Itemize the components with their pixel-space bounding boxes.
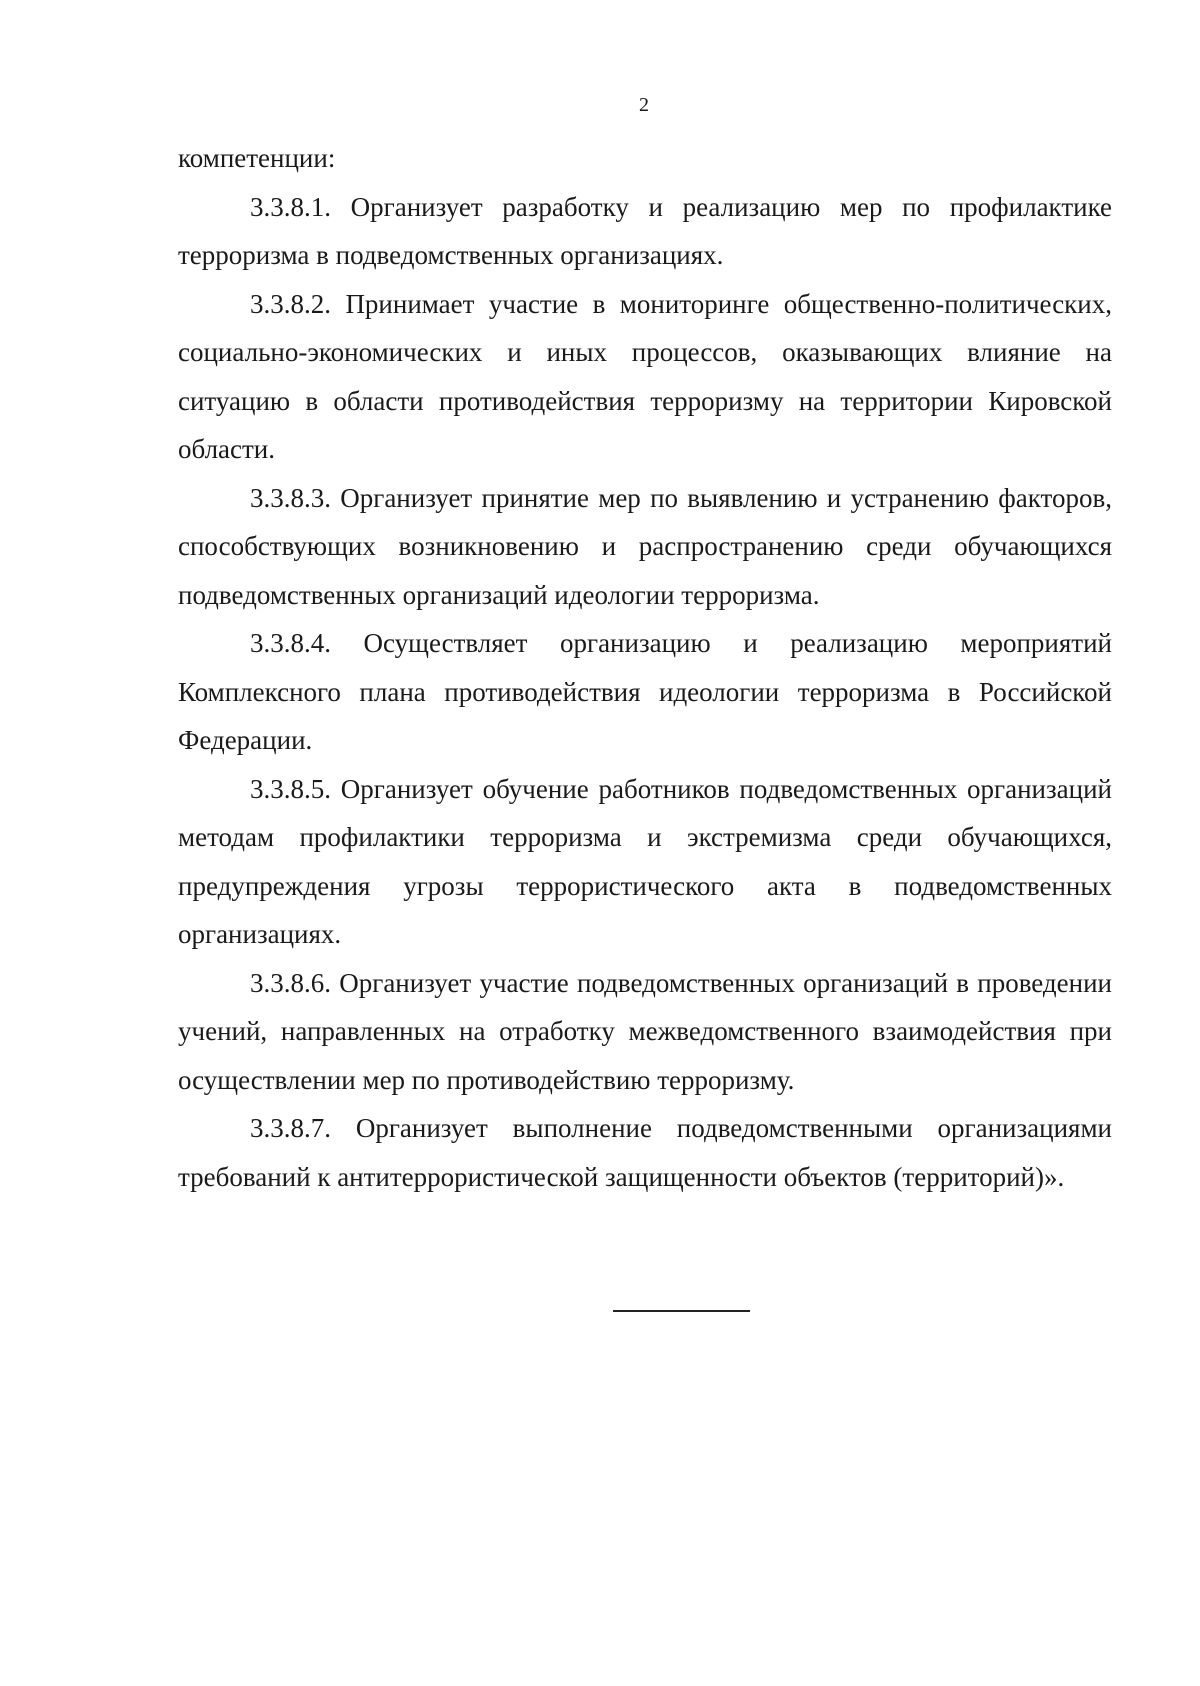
paragraph-3-3-8-6: 3.3.8.6. Организует участие подведомственных организаций в проведении учений, направленных на отработку межведомственного взаимодействия при осуществлении мер по противодействию терроризму. [178,967,1112,1095]
paragraph-3-3-8-5: 3.3.8.5. Организует обучение работников подведомственных организаций методам профилактики терроризма и экстремизма среди обучающихся, предупреждения угрозы террористического акта в подведомственных организациях. [178,773,1112,949]
paragraph-3-3-8-2: 3.3.8.2. Принимает участие в мониторинге общественно-политических, социально-экономических и иных процессов, оказывающих влияние на ситуацию в области противодействия терроризму на территории Кировской области. [178,288,1112,464]
paragraph-3-3-8-4: 3.3.8.4. Осуществляет организацию и реализацию мероприятий Комплексного плана противодействия идеологии терроризма в Российской Федерации. [178,628,1112,755]
page-number: 2 [639,94,649,116]
paragraph-3-3-8-1: 3.3.8.1. Организует разработку и реализацию мер по профилактике терроризма в подведомственных организациях. [178,191,1112,270]
end-of-document-rule [613,1310,750,1312]
document-body [178,134,1112,1201]
paragraph-3-3-8-7: 3.3.8.7. Организует выполнение подведомственными организациями требований к антитеррористической защищенности объектов (территорий)». [178,1113,1112,1192]
paragraph-3-3-8-3: 3.3.8.3. Организует принятие мер по выявлению и устранению факторов, способствующих возникновению и распространению среди обучающихся подведомственных организаций идеологии терроризма. [178,482,1112,610]
paragraph-continuation: компетенции: [178,143,336,173]
